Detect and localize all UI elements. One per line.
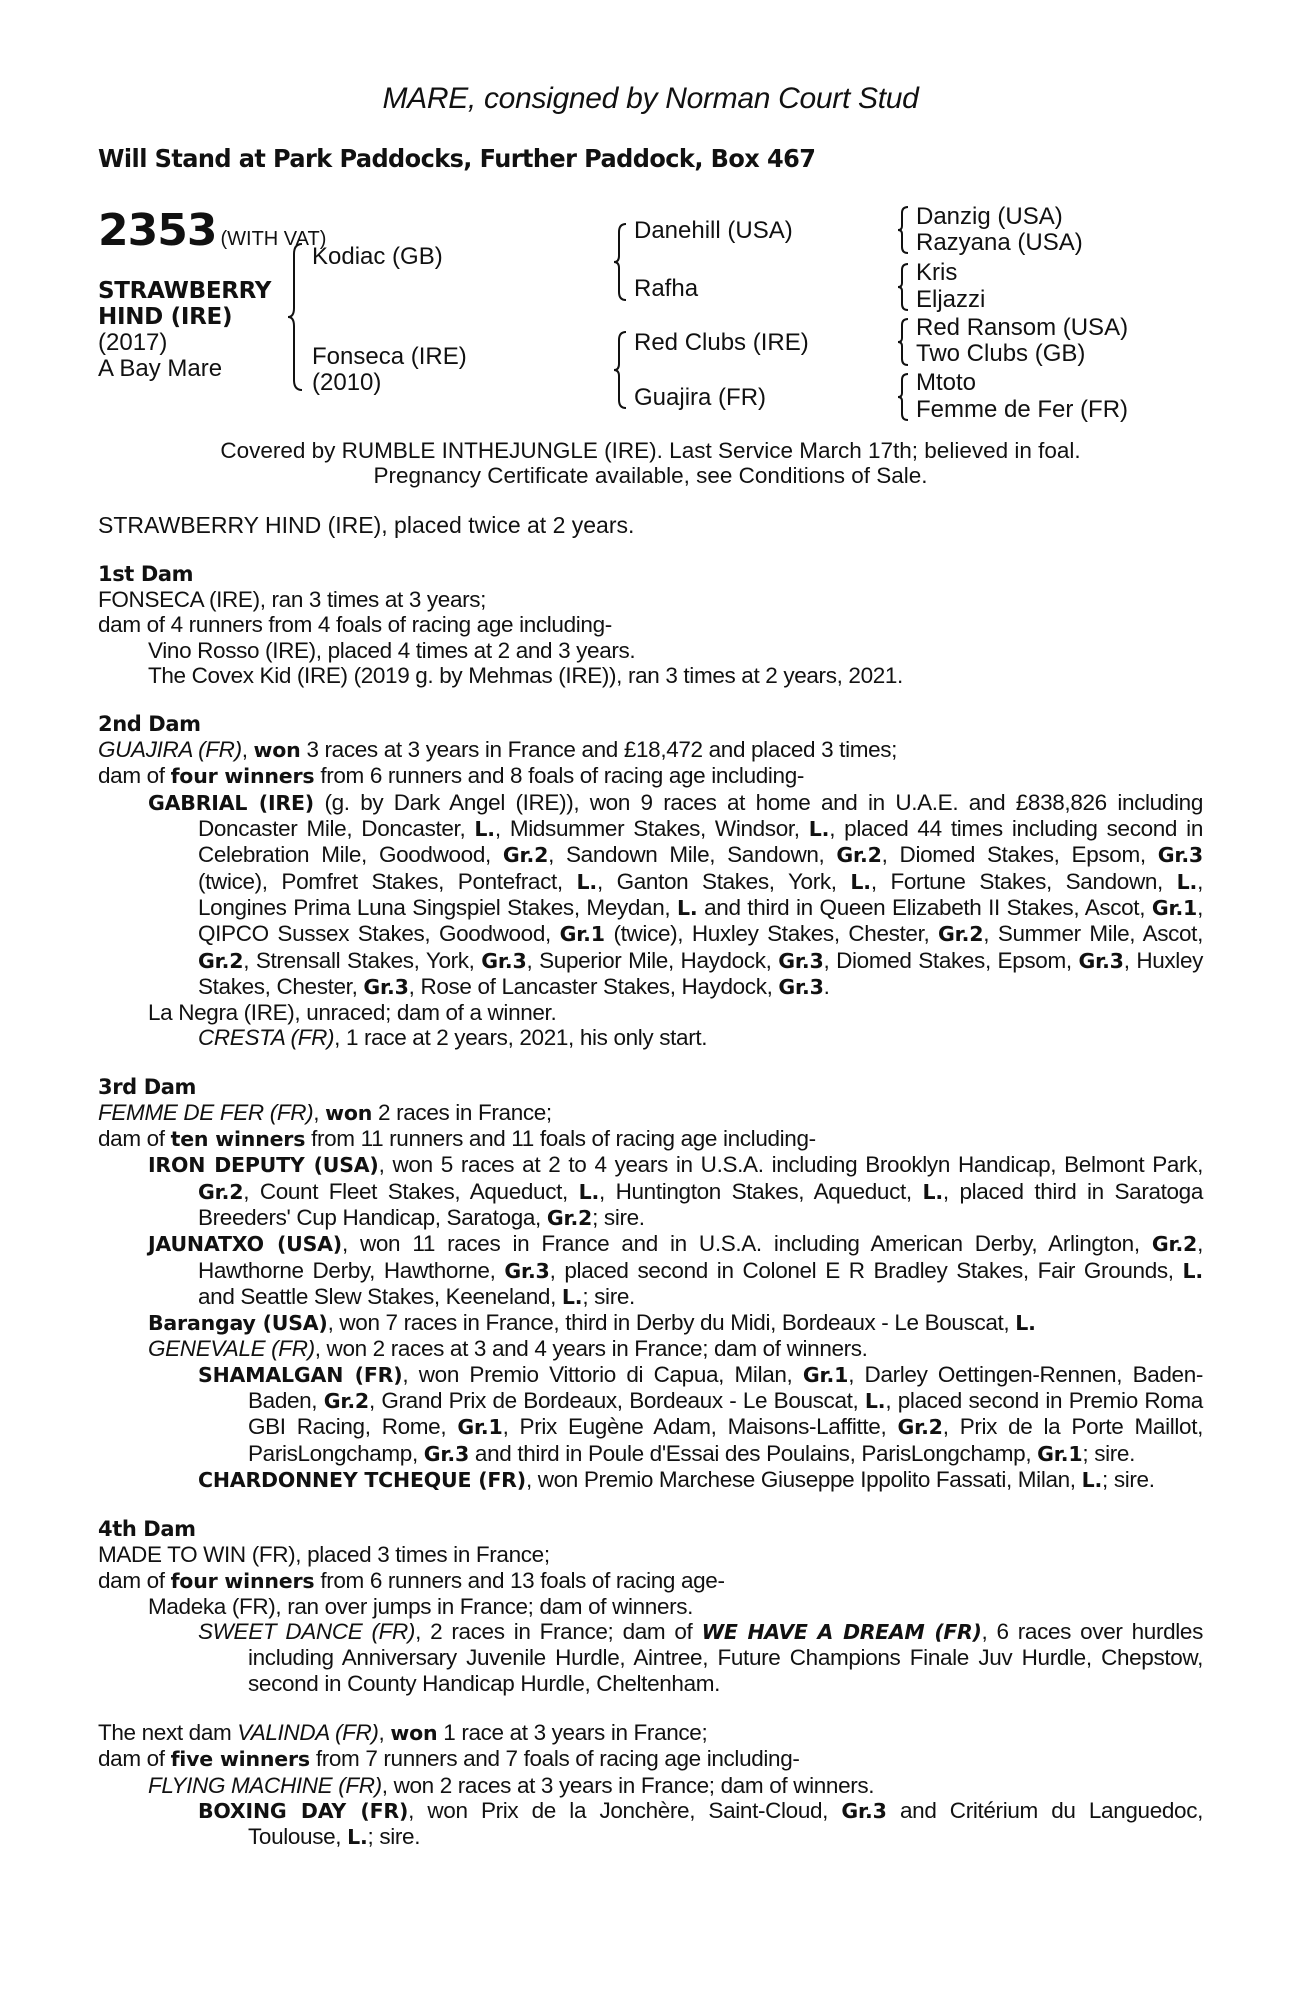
text-run: , Ganton Stakes, York, <box>596 868 851 894</box>
bold-text: Gr.3 <box>363 974 409 999</box>
bold-text: IRON DEPUTY (USA) <box>148 1153 379 1178</box>
text-run: (twice), Huxley Stakes, Chester, <box>604 921 939 947</box>
text-run: , <box>378 1719 391 1745</box>
pedigree-g3-2: Razyana (USA) <box>916 229 1083 256</box>
bold-text: Gr.1 <box>457 1415 503 1440</box>
italic-text: GENEVALE (FR) <box>148 1336 315 1362</box>
bold-text: L. <box>347 1825 368 1850</box>
bold-text: L. <box>474 817 495 842</box>
race-record-summary: STRAWBERRY HIND (IRE), placed twice at 2 years. <box>98 512 635 538</box>
bold-text: Gr.2 <box>198 1179 244 1204</box>
covering-line-1: Covered by RUMBLE INTHEJUNGLE (IRE). Last Service March 17th; believed in foal. <box>220 438 1081 463</box>
text-run: ; sire. <box>592 1204 645 1230</box>
text-run: , 1 race at 2 years, 2021, his only start. <box>334 1025 708 1051</box>
bold-text: SHAMALGAN (FR) <box>198 1362 403 1387</box>
bold-text: Gr.3 <box>481 948 527 973</box>
section-title: 2nd Dam <box>98 712 201 737</box>
text-run: , Prix Eugène Adam, Maisons-Laffitte, <box>502 1414 898 1440</box>
stand-location: Will Stand at Park Paddocks, Further Paddock, Box 467 <box>98 144 816 173</box>
pedigree-dam: Fonseca (IRE) <box>312 343 467 370</box>
pedigree-brace-main <box>286 242 308 392</box>
text-run: , placed second in Colonel E R Bradley Stakes, Fair Grounds, <box>549 1257 1183 1283</box>
bold-text: L. <box>676 895 698 920</box>
bold-text: Gr.3 <box>778 974 824 999</box>
pedigree-brace-sire <box>612 222 630 302</box>
italic-text: FLYING MACHINE (FR) <box>148 1772 382 1798</box>
text-run: , 2 races in France; dam of <box>415 1619 702 1645</box>
text-run: . <box>823 973 830 999</box>
text-run: dam of <box>98 1567 171 1593</box>
text-run: La Negra (IRE), unraced; dam of a winner. <box>148 1000 557 1026</box>
bold-text: L. <box>561 1284 583 1309</box>
text-run: , Darley Oettingen-Rennen, Baden-Baden, <box>248 1361 1204 1414</box>
bold-text: four winners <box>170 764 315 789</box>
italic-text: FEMME DE FER (FR) <box>98 1099 314 1125</box>
text-run: , <box>313 1099 326 1125</box>
family-history <box>98 562 1203 1874</box>
pedigree-g3-3: Kris <box>916 259 958 286</box>
bold-text: five winners <box>170 1747 310 1772</box>
pedigree-entry <box>98 1619 1203 1696</box>
pedigree-dam-sire: Red Clubs (IRE) <box>634 329 809 356</box>
text-run: and Seattle Slew Stakes, Keeneland, <box>198 1283 562 1309</box>
text-run: , Diomed Stakes, Epsom, <box>823 947 1079 973</box>
bold-text: L. <box>1176 869 1198 894</box>
italic-text: SWEET DANCE (FR) <box>198 1619 416 1645</box>
text-run: The Covex Kid (IRE) (2019 g. by Mehmas (IRE)), ran 3 times at 2 years, 2021. <box>148 662 903 688</box>
pedigree-entry <box>98 790 1203 1000</box>
pedigree-sire: Kodiac (GB) <box>312 243 443 270</box>
covering-note <box>98 438 1203 488</box>
text-run: , won Prix de la Jonchère, Saint-Cloud, <box>408 1797 842 1823</box>
bold-text: Gr.3 <box>423 1441 470 1466</box>
text-run: , won 11 races in France and in U.S.A. including American Derby, Arlington, <box>341 1231 1152 1257</box>
text-run: from 6 runners and 8 foals of racing age including- <box>314 763 805 789</box>
bold-text: L. <box>1182 1258 1203 1283</box>
text-run: Vino Rosso (IRE), placed 4 times at 2 and 3 years. <box>148 637 636 663</box>
italic-text: GUAJIRA (FR) <box>98 737 242 763</box>
pedigree-entry <box>98 1000 1203 1025</box>
text-run: , won 7 races in France, third in Derby du Midi, Bordeaux - Le Bouscat, <box>327 1310 1016 1336</box>
pedigree-brace-dam <box>612 330 630 410</box>
text-run: , Huxley Stakes, Chester, <box>198 947 1204 999</box>
section-title: 4th Dam <box>98 1517 196 1542</box>
pedigree-entry <box>98 1594 1203 1619</box>
text-run: , won 2 races at 3 years in France; dam of winners. <box>381 1772 875 1798</box>
pedigree-brace-g3a <box>896 205 912 255</box>
text-run: , Diomed Stakes, Epsom, <box>881 842 1158 868</box>
pedigree-entry <box>98 1152 1203 1231</box>
bold-text: won <box>253 738 301 763</box>
vat-note: (WITH VAT) <box>220 228 327 250</box>
text-run: 3 races at 3 years in France and £18,472 and placed 3 times; <box>300 737 898 763</box>
text-run: , won Premio Marchese Giuseppe Ippolito Fassati, Milan, <box>525 1466 1082 1492</box>
text-run: , placed third in Saratoga Breeders' Cup Handicap, Saratoga, <box>198 1178 1204 1230</box>
pedigree-entry <box>98 638 1203 663</box>
text-run: , Prix de la Porte Maillot, ParisLongchamp, <box>248 1414 1203 1466</box>
bold-text: L. <box>1081 1467 1103 1492</box>
bold-text: L. <box>808 817 830 842</box>
pedigree-entry <box>98 1467 1203 1493</box>
pedigree-entry <box>98 612 1203 637</box>
text-run: from 6 runners and 13 foals of racing age- <box>314 1567 725 1593</box>
bold-text: Gr.3 <box>778 948 824 973</box>
text-run: , Rose of Lancaster Stakes, Haydock, <box>408 973 779 999</box>
pedigree-dam-year: (2010) <box>312 369 382 396</box>
pedigree-entry <box>98 1746 1203 1772</box>
text-run: and Critérium du Languedoc, Toulouse, <box>248 1797 1204 1850</box>
text-run: dam of <box>98 1126 171 1152</box>
text-run: (g. by Dark Angel (IRE)), won 9 races at home and in U.A.E. and £838,826 including Doncaster Mile, Doncaster, <box>198 789 1203 842</box>
text-run: , Summer Mile, Ascot, <box>983 921 1203 947</box>
pedigree-sire-dam: Rafha <box>634 275 699 302</box>
lot-number: 2353 <box>98 205 217 256</box>
dam-section <box>98 1517 1203 1696</box>
text-run: (twice), Pomfret Stakes, Pontefract, <box>198 868 577 894</box>
bold-text: Gr.1 <box>802 1362 849 1387</box>
pedigree-sire-sire: Danehill (USA) <box>634 217 793 244</box>
bold-text: Gr.2 <box>897 1415 943 1440</box>
text-run: The next dam <box>98 1719 238 1745</box>
bold-text: CHARDONNEY TCHEQUE (FR) <box>198 1467 526 1492</box>
pedigree-entry <box>98 1100 1203 1126</box>
pedigree-brace-g3d <box>896 372 912 422</box>
pedigree-g3-6: Two Clubs (GB) <box>916 340 1086 367</box>
section-title: 3rd Dam <box>98 1074 196 1099</box>
text-run: from 11 runners and 11 foals of racing age including- <box>305 1126 816 1152</box>
bold-text: Gr.1 <box>1151 895 1198 920</box>
text-run: , Grand Prix de Bordeaux, Bordeaux - Le Bouscat, <box>368 1388 865 1414</box>
text-run: , won 5 races at 2 to 4 years in U.S.A. including Brooklyn Handicap, Belmont Park, <box>378 1152 1204 1178</box>
bold-text: Gr.3 <box>841 1798 887 1823</box>
text-run: 2 races in France; <box>372 1099 552 1125</box>
dam-section <box>98 562 1203 688</box>
horse-name <box>98 278 348 330</box>
horse-name-line1: STRAWBERRY <box>98 278 272 304</box>
section-title: 1st Dam <box>98 562 194 586</box>
dam-section <box>98 1075 1203 1493</box>
text-run: , placed 44 times including second in Celebration Mile, Goodwood, <box>198 816 1203 868</box>
bold-text: L. <box>576 869 597 894</box>
bold-text: Gr.2 <box>1151 1232 1198 1257</box>
pedigree-entry <box>98 1126 1203 1152</box>
pedigree-brace-g3c <box>896 317 912 367</box>
pedigree-g3-8: Femme de Fer (FR) <box>916 396 1129 423</box>
italic-text: CRESTA (FR) <box>198 1025 335 1051</box>
pedigree-entry <box>98 1336 1203 1361</box>
text-run: , Superior Mile, Haydock, <box>526 947 779 973</box>
consignor-heading: MARE, consigned by Norman Court Stud <box>382 82 919 115</box>
text-run: , Longines Prima Luna Singspiel Stakes, Meydan, <box>198 868 1204 920</box>
text-run: , won 2 races at 3 and 4 years in France; dam of winners. <box>314 1336 868 1362</box>
bold-text: Gr.2 <box>836 843 882 868</box>
pedigree-entry <box>98 763 1203 789</box>
text-run: , Strensall Stakes, York, <box>243 947 482 973</box>
bold-text: won <box>325 1100 373 1125</box>
text-run: ; sire. <box>367 1824 421 1850</box>
lot-block <box>98 205 348 382</box>
pedigree-entry <box>98 1310 1203 1336</box>
bold-text: Gr.2 <box>198 948 244 973</box>
bold-text: Gr.1 <box>559 922 605 947</box>
bold-text: Gr.2 <box>502 843 549 868</box>
bold-text: Gr.3 <box>504 1258 550 1283</box>
bold-text: won <box>390 1720 438 1745</box>
bold-text: L. <box>1015 1311 1036 1336</box>
pedigree-entry <box>98 737 1203 763</box>
covering-line-2: Pregnancy Certificate available, see Conditions of Sale. <box>373 463 928 488</box>
horse-name-line2: HIND (IRE) <box>98 304 233 330</box>
text-run: , Fortune Stakes, Sandown, <box>870 868 1177 894</box>
pedigree-entry <box>98 663 1203 688</box>
dam-section <box>98 712 1203 1051</box>
text-run: dam of <box>98 1746 171 1772</box>
bold-text: GABRIAL (IRE) <box>148 790 314 815</box>
text-run: 1 race at 3 years in France; <box>437 1719 708 1745</box>
bold-text: Gr.2 <box>938 922 984 947</box>
text-run: ; sire. <box>1082 1440 1135 1466</box>
text-run: FONSECA (IRE), ran 3 times at 3 years; <box>98 587 487 612</box>
text-run: , Huntington Stakes, Aqueduct, <box>599 1178 923 1204</box>
pedigree-g3-5: Red Ransom (USA) <box>916 314 1129 341</box>
text-run: and third in Queen Elizabeth II Stakes, Ascot, <box>697 894 1152 920</box>
pedigree-g3-1: Danzig (USA) <box>916 203 1063 230</box>
bold-text: four winners <box>170 1568 315 1593</box>
pedigree-dam-dam: Guajira (FR) <box>634 384 767 411</box>
bold-text: L. <box>578 1179 600 1204</box>
italic-text: VALINDA (FR) <box>237 1719 379 1745</box>
text-run: , QIPCO Sussex Stakes, Goodwood, <box>198 894 1203 947</box>
text-run: Madeka (FR), ran over jumps in France; dam of winners. <box>148 1593 694 1619</box>
text-run: from 7 runners and 7 foals of racing age including- <box>309 1746 800 1772</box>
text-run: dam of 4 runners from 4 foals of racing age including- <box>98 612 612 638</box>
bold-text: L. <box>922 1179 943 1204</box>
text-run: ; sire. <box>1102 1466 1155 1492</box>
pedigree-entry <box>98 1025 1203 1050</box>
pedigree-brace-g3b <box>896 262 912 312</box>
text-run: , Sandown Mile, Sandown, <box>548 842 837 868</box>
bold-text: WE HAVE A DREAM (FR) <box>701 1620 982 1645</box>
dam-section <box>98 1720 1203 1850</box>
text-run: dam of <box>98 763 171 789</box>
pedigree-entry <box>98 1798 1203 1851</box>
bold-text: Gr.1 <box>1037 1441 1083 1466</box>
pedigree-entry <box>98 1362 1203 1467</box>
pedigree-entry <box>98 1720 1203 1746</box>
pedigree-g3-7: Mtoto <box>916 369 977 396</box>
horse-description: A Bay Mare <box>98 355 223 382</box>
text-run: ; sire. <box>582 1283 635 1309</box>
text-run: , Midsummer Stakes, Windsor, <box>494 816 809 842</box>
text-run: , Count Fleet Stakes, Aqueduct, <box>243 1178 579 1204</box>
pedigree-entry <box>98 1542 1203 1567</box>
bold-text: ten winners <box>170 1127 306 1152</box>
text-run: , Hawthorne Derby, Hawthorne, <box>198 1231 1203 1283</box>
pedigree-entry <box>98 1773 1203 1798</box>
text-run: , won Premio Vittorio di Capua, Milan, <box>402 1361 803 1387</box>
pedigree-entry <box>98 1231 1203 1310</box>
bold-text: Gr.2 <box>546 1205 593 1230</box>
pedigree-entry <box>98 587 1203 612</box>
text-run: , placed second in Premio Roma GBI Racing, Rome, <box>248 1388 1203 1440</box>
text-run: MADE TO WIN (FR), placed 3 times in France; <box>98 1542 550 1568</box>
bold-text: Gr.2 <box>323 1389 369 1414</box>
pedigree-entry <box>98 1568 1203 1594</box>
bold-text: L. <box>864 1389 886 1414</box>
text-run: and third in Poule d'Essai des Poulains, ParisLongchamp, <box>469 1440 1038 1466</box>
bold-text: Gr.3 <box>1157 843 1203 868</box>
bold-text: Barangay (USA) <box>148 1311 328 1336</box>
bold-text: Gr.3 <box>1078 948 1124 973</box>
bold-text: BOXING DAY (FR) <box>198 1798 409 1823</box>
text-run: , 6 races over hurdles including Anniversary Juvenile Hurdle, Aintree, Future Champions Finale Juv Hurdle, Chepstow, second in County Handicap Hurdle, Cheltenham. <box>248 1619 1203 1696</box>
pedigree-g3-4: Eljazzi <box>916 286 986 313</box>
bold-text: JAUNATXO (USA) <box>148 1232 342 1257</box>
foaling-year: (2017) <box>98 329 168 356</box>
bold-text: L. <box>850 869 871 894</box>
text-run: , <box>241 737 254 763</box>
